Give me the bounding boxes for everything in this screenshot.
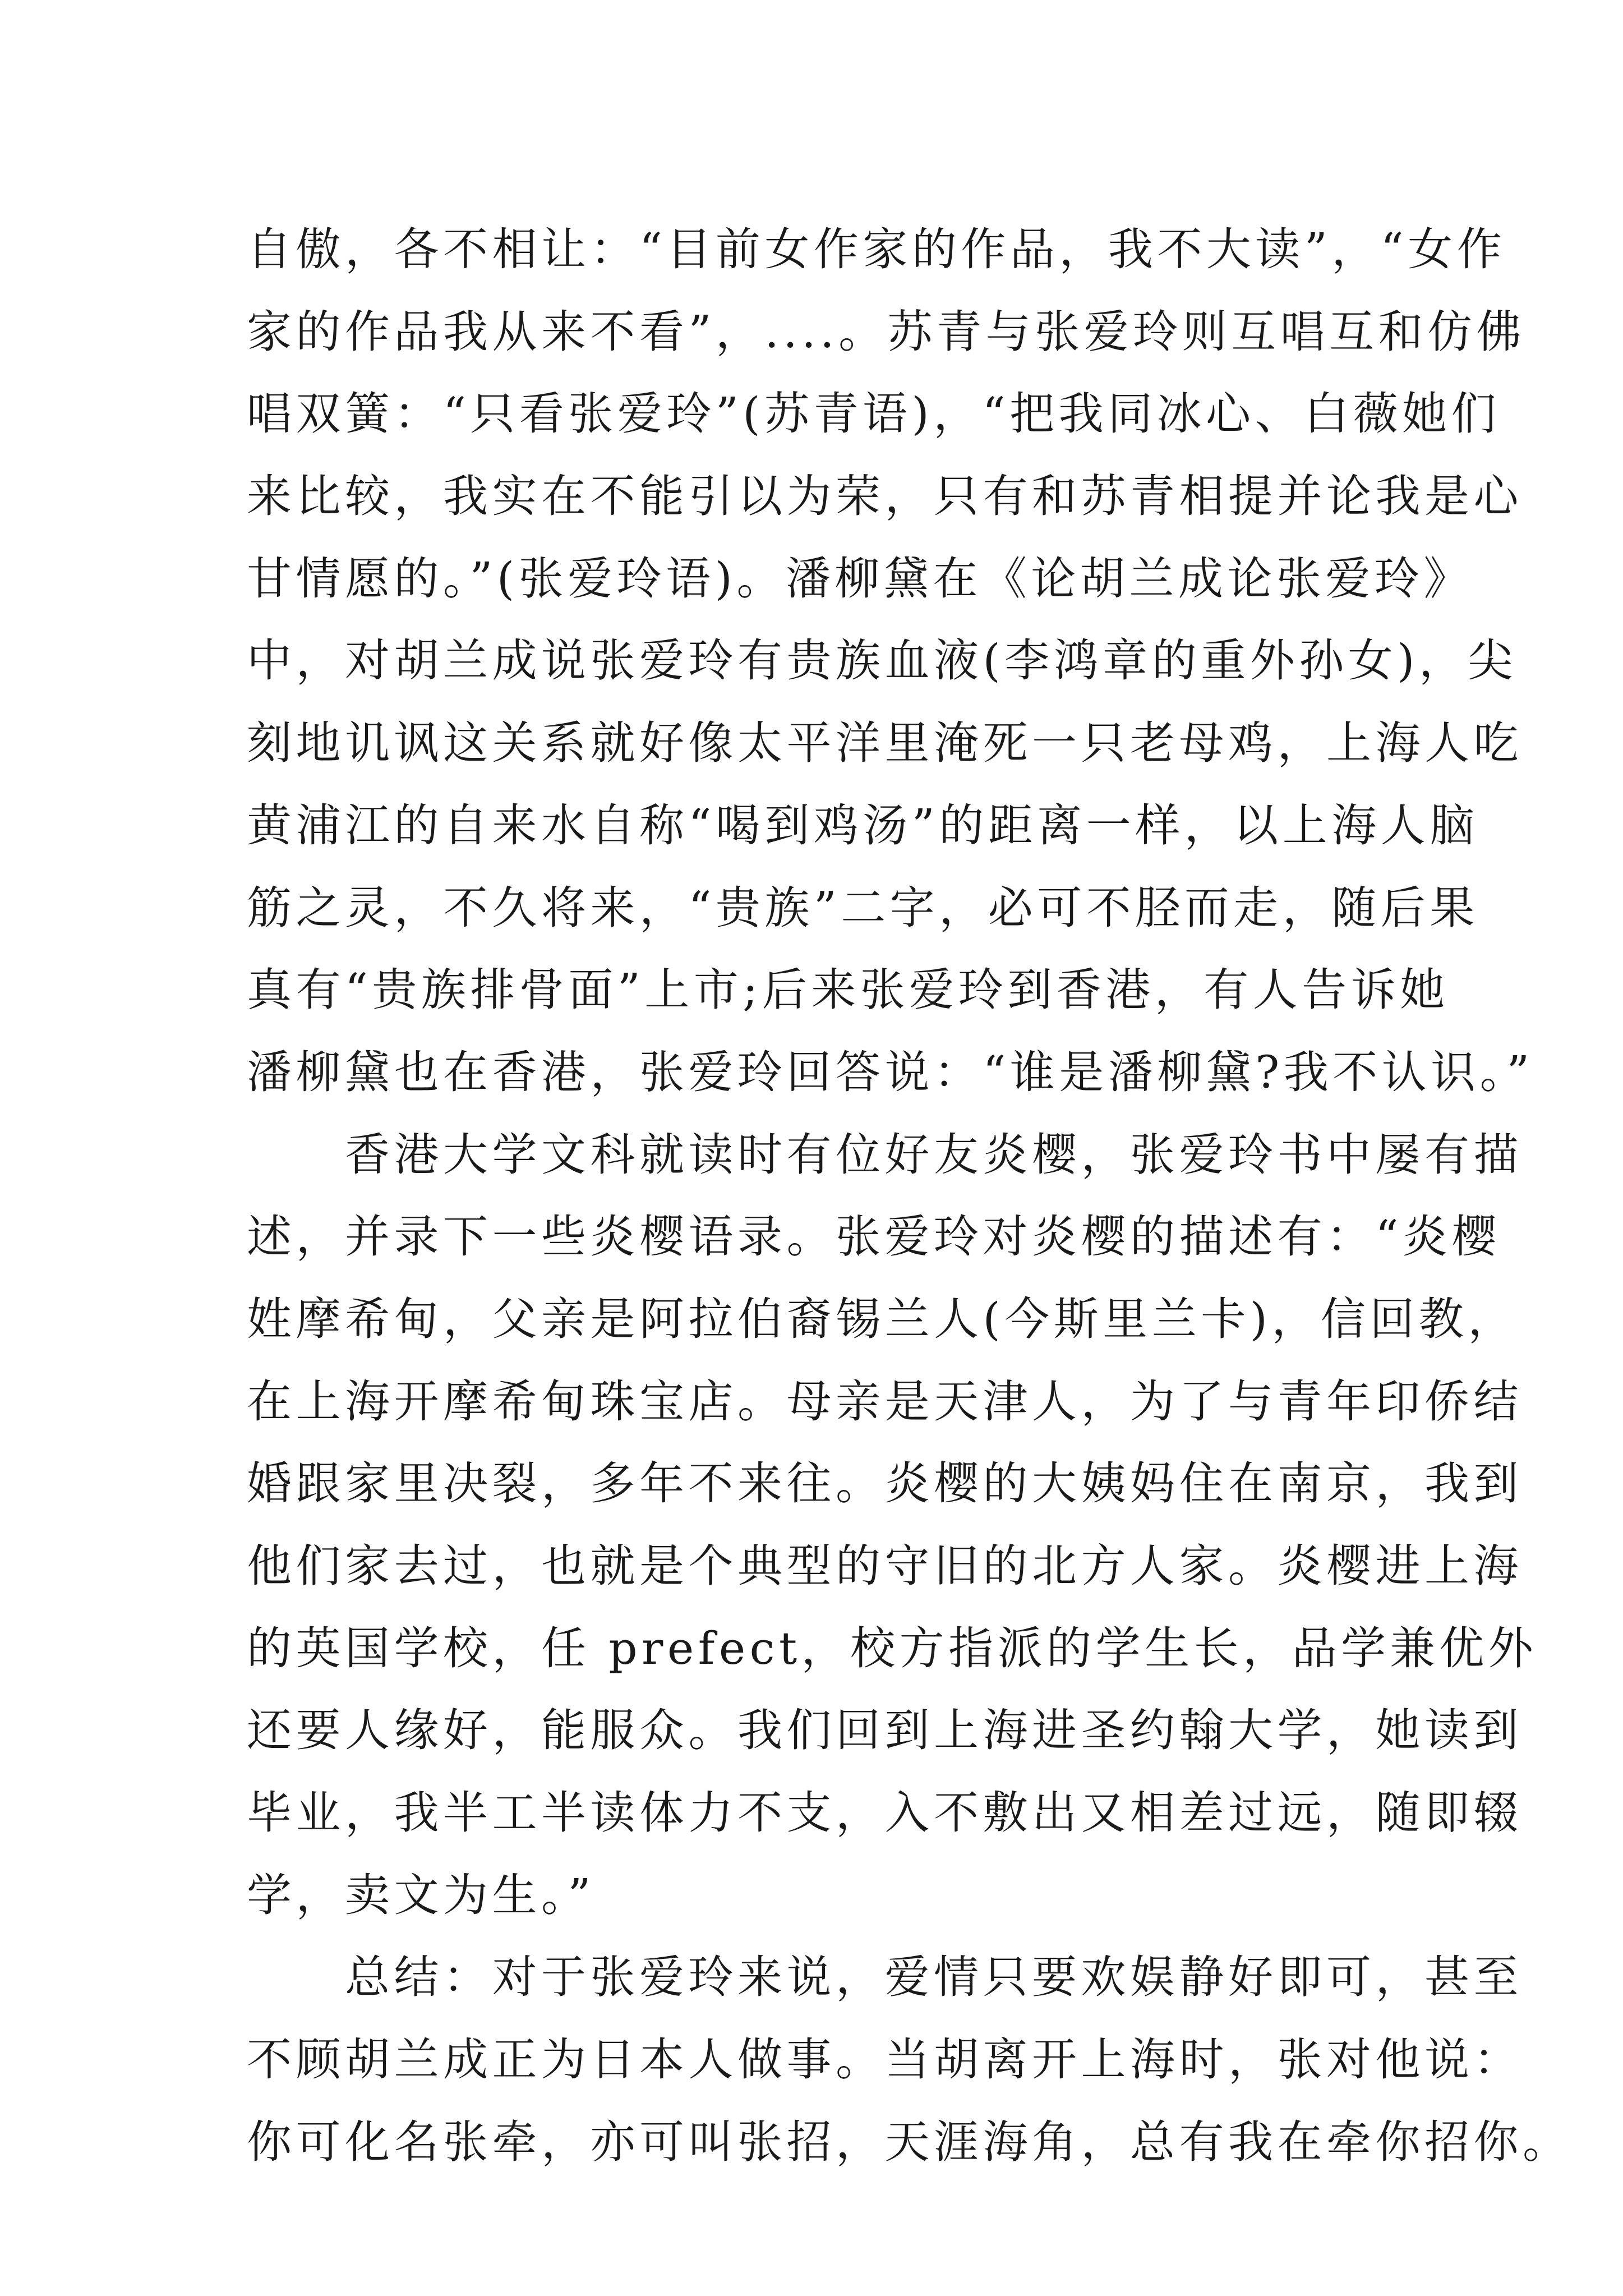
text-line: 在上海开摩希甸珠宝店。母亲是天津人，为了与青年印侨结 — [247, 1375, 1523, 1428]
text-line: 真有“贵族排骨面”上市;后来张爱玲到香港，有人告诉她 — [247, 964, 1449, 1016]
paragraph-start-line: 香港大学文科就读时有位好友炎樱，张爱玲书中屡有描 — [247, 1128, 1523, 1181]
text-line: 还要人缘好，能服众。我们回到上海进圣约翰大学，她读到 — [247, 1704, 1523, 1757]
text-line: 他们家去过，也就是个典型的守旧的北方人家。炎樱进上海 — [247, 1540, 1523, 1592]
text-line: 甘情愿的。”(张爱玲语)。潘柳黛在《论胡兰成论张爱玲》 — [247, 552, 1473, 605]
text-line: 刻地讥讽这关系就好像太平洋里淹死一只老母鸡，上海人吃 — [247, 717, 1523, 770]
text-line: 不顾胡兰成正为日本人做事。当胡离开上海时，张对他说： — [247, 2033, 1523, 2086]
text-line: 自傲，各不相让：“目前女作家的作品，我不大读”，“女作 — [247, 223, 1506, 275]
text-line: 你可化名张牵，亦可叫张招，天涯海角，总有我在牵你招你。 — [247, 2115, 1572, 2168]
text-line: 姓摩希甸，父亲是阿拉伯裔锡兰人(今斯里兰卡)，信回教， — [247, 1292, 1517, 1345]
text-line: 家的作品我从来不看”，....。苏青与张爱玲则互唱互和仿佛 — [247, 305, 1526, 358]
text-line: 婚跟家里决裂，多年不来往。炎樱的大姨妈住在南京，我到 — [247, 1457, 1523, 1510]
text-line: 的英国学校，任 prefect，校方指派的学生长，品学兼优外 — [247, 1622, 1538, 1674]
text-line: 潘柳黛也在香港，张爱玲回答说：“谁是潘柳黛?我不认识。” — [247, 1046, 1534, 1098]
text-line: 唱双簧：“只看张爱玲”(苏青语)，“把我同冰心、白薇她们 — [247, 388, 1501, 440]
text-line: 中，对胡兰成说张爱玲有贵族血液(李鸿章的重外孙女)，尖 — [247, 634, 1517, 687]
text-line: 筋之灵，不久将来，“贵族”二字，必可不胫而走，随后果 — [247, 881, 1479, 934]
text-line: 学，卖文为生。” — [247, 1869, 595, 1921]
body-text — [247, 209, 1572, 2184]
text-line: 黄浦江的自来水自称“喝到鸡汤”的距离一样，以上海人脑 — [247, 799, 1479, 852]
text-line: 毕业，我半工半读体力不支，入不敷出又相差过远，随即辍 — [247, 1787, 1523, 1839]
text-line: 述，并录下一些炎樱语录。张爱玲对炎樱的描述有：“炎樱 — [247, 1211, 1501, 1263]
paragraph-start-line: 总结：对于张爱玲来说，爱情只要欢娱静好即可，甚至 — [247, 1951, 1523, 2004]
text-line: 来比较，我实在不能引以为荣，只有和苏青相提并论我是心 — [247, 470, 1523, 523]
